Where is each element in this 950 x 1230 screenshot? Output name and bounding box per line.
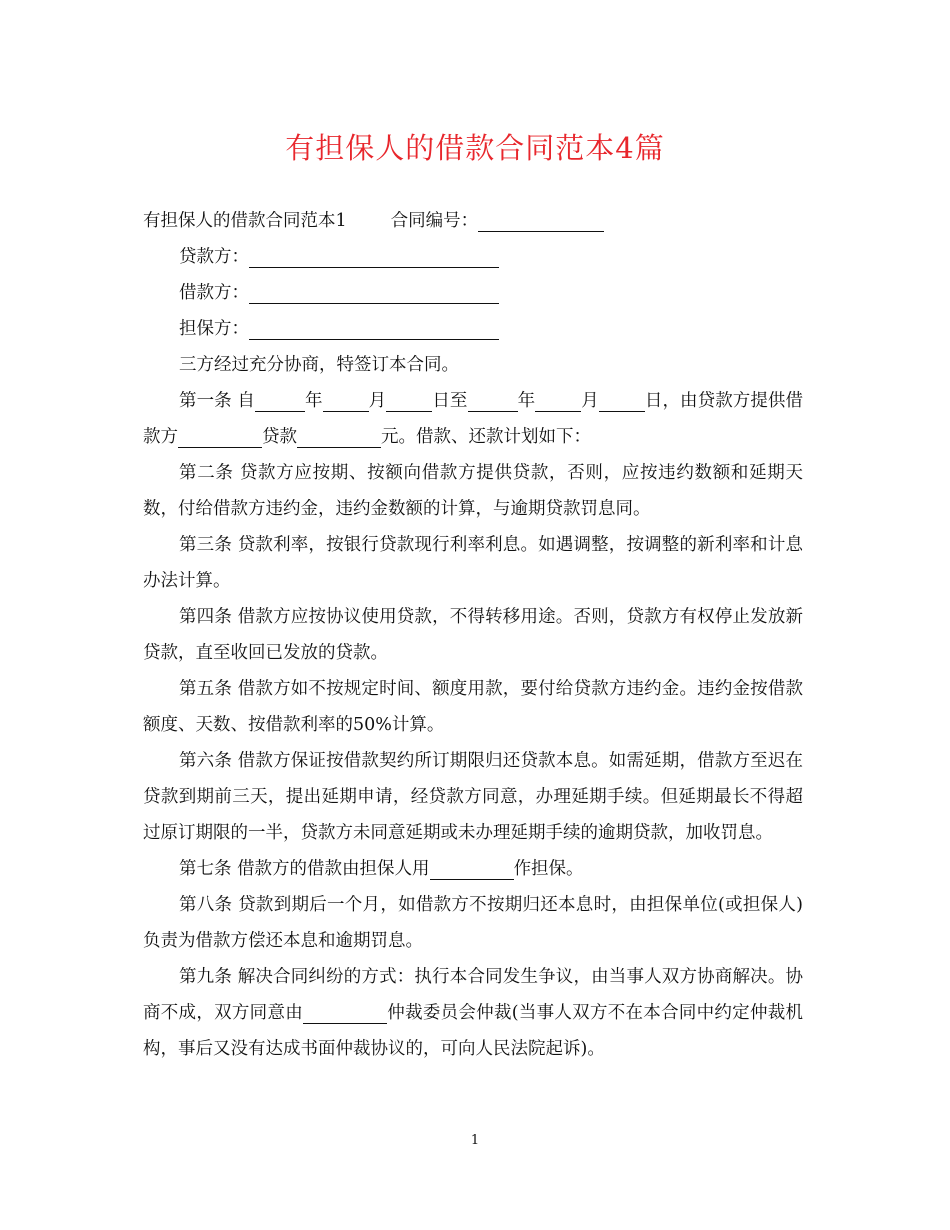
arbitration-blank <box>303 1003 387 1024</box>
start-year-blank <box>255 391 305 412</box>
header-line <box>143 203 803 239</box>
borrower-label: 借款方： <box>179 283 249 303</box>
document-title: 有担保人的借款合同范本4篇 <box>285 131 665 165</box>
article-9 <box>143 959 803 1067</box>
article-7-tail: 作担保。 <box>513 859 584 879</box>
guarantor-label: 担保方： <box>179 319 249 339</box>
start-day-blank <box>386 391 432 412</box>
lender-line <box>143 239 803 275</box>
preamble: 三方经过充分协商，特签订本合同。 <box>179 355 459 375</box>
article-1 <box>143 383 803 455</box>
borrower-blank <box>249 283 499 304</box>
contract-no-label: 合同编号： <box>390 211 479 231</box>
article-6: 第六条 借款方保证按借款契约所订期限归还贷款本息。如需延期，借款方至迟在贷款到期前三天，提出延期申请，经贷款方同意，办理延期手续。但延期最长不得超过原订期限的一半，贷款方未同意延期或未办理延期手续的逾期贷款，加收罚息。 <box>143 751 803 843</box>
end-year-blank <box>468 391 518 412</box>
document-body <box>143 203 803 1067</box>
article-1-day-to: 日至 <box>432 391 468 411</box>
article-7-head: 第七条 借款方的借款由担保人用 <box>179 859 430 879</box>
article-1-month-1: 月 <box>368 391 387 411</box>
guarantor-line <box>143 311 803 347</box>
article-1-day-2: 日，由贷款方提供借款方 <box>143 391 804 447</box>
article-4: 第四条 借款方应按协议使用贷款，不得转移用途。否则，贷款方有权停止发放新贷款，直至收回已发放的贷款。 <box>143 607 803 663</box>
contract-no-blank <box>478 211 604 232</box>
lender-blank <box>249 247 499 268</box>
article-1-text-start: 第一条 自 <box>179 391 255 411</box>
article-8: 第八条 贷款到期后一个月，如借款方不按期归还本息时，由担保单位(或担保人)负责为借款方偿还本息和逾期罚息。 <box>143 895 803 951</box>
article-1-year-2: 年 <box>517 391 536 411</box>
article-1-month-2: 月 <box>581 391 599 411</box>
article-9-tail: 仲裁委员会仲裁(当事人双方不在本合同中约定仲裁机构，事后又没有达成书面仲裁协议的，可向人民法院起诉)。 <box>143 1003 804 1059</box>
contract-subtitle: 有担保人的借款合同范本1 <box>143 211 347 231</box>
end-day-blank <box>599 391 645 412</box>
start-month-blank <box>323 391 369 412</box>
article-3: 第三条 贷款利率，按银行贷款现行利率利息。如遇调整，按调整的新利率和计息办法计算。 <box>143 535 803 591</box>
end-month-blank <box>535 391 581 412</box>
page-number: 1 <box>470 1133 480 1148</box>
collateral-blank <box>430 859 514 880</box>
article-1-loan: 贷款 <box>262 427 297 447</box>
loan-amount-blank <box>297 427 381 448</box>
article-7 <box>143 851 803 887</box>
article-2: 第二条 贷款方应按期、按额向借款方提供贷款，否则，应按违约数额和延期天数，付给借款方违约金，违约金数额的计算，与逾期贷款罚息同。 <box>143 463 803 519</box>
article-1-year-1: 年 <box>304 391 323 411</box>
guarantor-blank <box>249 319 499 340</box>
article-5: 第五条 借款方如不按规定时间、额度用款，要付给贷款方违约金。违约金按借款额度、天数、按借款利率的50%计算。 <box>143 679 803 735</box>
article-1-tail: 元。借款、还款计划如下： <box>381 427 591 447</box>
loan-purpose-blank <box>178 427 262 448</box>
borrower-line <box>143 275 803 311</box>
article-9-head: 第九条 解决合同纠纷的方式：执行本合同发生争议，由当事人双方协商解决。协商不成，双方同意由 <box>143 967 803 1023</box>
lender-label: 贷款方： <box>179 247 249 267</box>
